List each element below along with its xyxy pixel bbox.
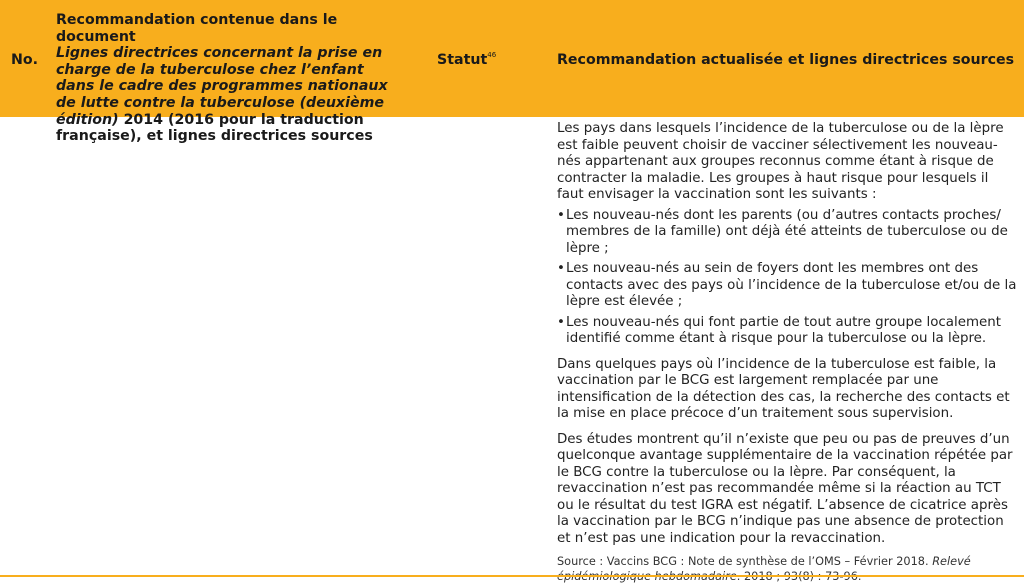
source-prefix: Source : Vaccins BCG : Note de synthèse de l’OMS – Février 2018. [557, 555, 933, 568]
bullet-dot: • [557, 261, 565, 276]
header-statut-label: Statut [437, 52, 488, 68]
list-item [557, 261, 1017, 311]
updated-recommendation-cell [557, 121, 1017, 584]
table-header [0, 0, 1024, 145]
list-item-text: Les nouveau-nés dont les parents (ou d’autres contacts proches/ membres de la famille) ont déjà été atteints de tuberculose ou de lèpre ; [566, 207, 1008, 256]
list-item-text: Les nouveau-nés qui font partie de tout autre groupe localement identifié comme étant à risque pour la tuberculose ou la lèpre. [566, 314, 1001, 346]
header-rec-line1: Recommandation contenue dans le document [56, 12, 338, 45]
list-item [557, 315, 1017, 348]
bullet-dot: • [557, 207, 565, 223]
list-item-text: Les nouveau-nés au sein de foyers dont les membres ont des contacts avec des pays où l’incidence de la tuberculose et/ou de la lèpre est élevée ; [566, 261, 1017, 309]
bullet-dot: • [557, 314, 565, 330]
header-rec-title: Lignes directrices concernant la prise en charge de la tuberculose chez l’enfant dans le cadre des programmes nationaux de lutte contre la tuberculose (deuxième édition) [56, 45, 388, 128]
paragraph-2: Dans quelques pays où l’incidence de la tuberculose est faible, la vaccination par le BCG est largement remplacée par une intensification de la détection des cas, la recherche des contacts et la mise en place précoce d’un traitement sous supervision. [557, 356, 1010, 421]
paragraph-1: Les pays dans lesquels l’incidence de la tuberculose ou de la lèpre est faible peuvent choisir de vacciner sélectivement les nouveau-nés appartenant aux groupes reconnus comme étant à risque de contracter la maladie. Les groupes à haut risque pour lesquels il faut envisager la vaccination sont les suivants : [557, 121, 1004, 202]
source-journal: Relevé [932, 555, 971, 568]
paragraph-3: Des études montrent qu’il n’existe que peu ou pas de preuves d’un quelconque avantage supplémentaire de la vaccination répétée par le BCG contre la tuberculose ou la lèpre. Par conséquent, la revaccination n’est pas recommandée même si la réaction au TCT ou le résultat du test IGRA est négatif. L’absence de cicatrice après la vaccination par le BCG n’indique pas une absence de protection et n’est pas une indication pour la revaccination. [557, 431, 1013, 546]
header-statut [437, 52, 496, 69]
header-updated: Recommandation actualisée et lignes directrices sources [557, 52, 1015, 68]
header-no: No. [11, 52, 39, 68]
source-citation [557, 555, 1017, 584]
footnote-ref: 46 [487, 51, 497, 59]
bottom-rule [0, 575, 1024, 577]
header-rec-tail: 2014 (2016 pour la traduction française), et lignes directrices sources [56, 111, 373, 145]
header-recommendation [56, 12, 401, 145]
list-item [557, 208, 1017, 258]
